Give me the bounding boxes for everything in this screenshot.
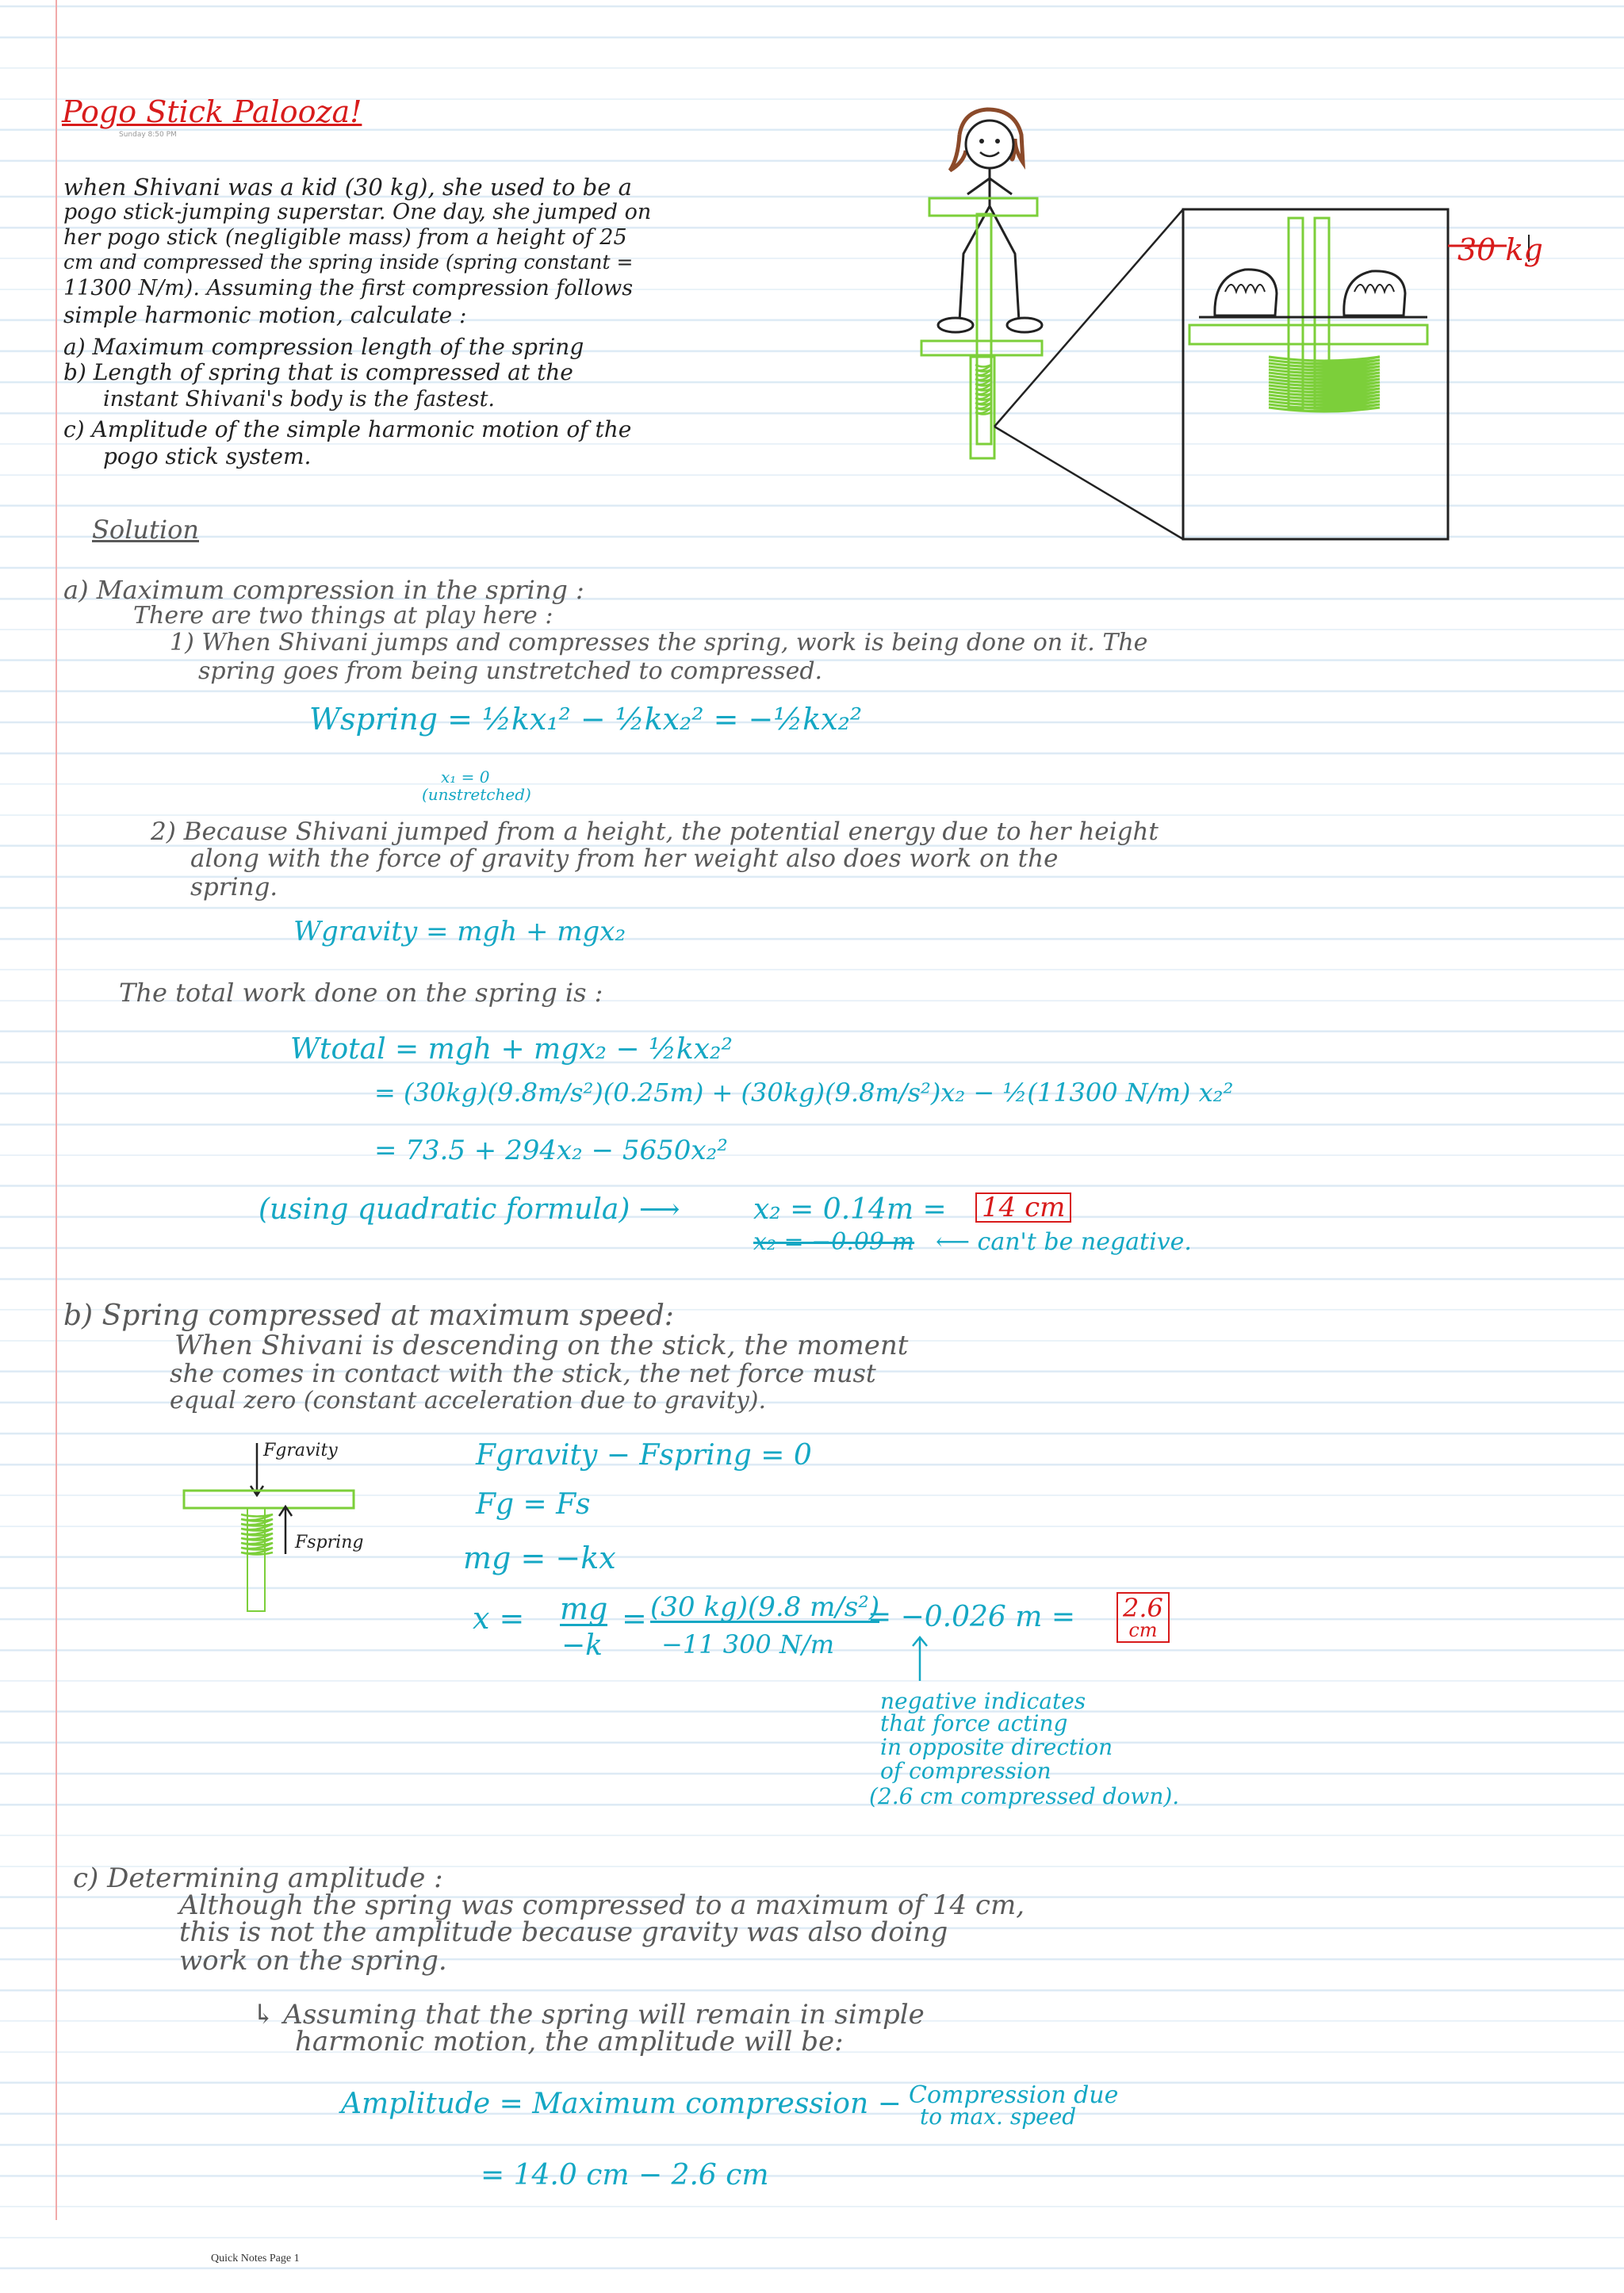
page-footer: Quick Notes Page 1 (211, 2253, 300, 2264)
x-equation-lhs: x = (473, 1601, 525, 1636)
amplitude-equation-term: Compression due (909, 2081, 1119, 2109)
weight-label: 30 kg (1457, 232, 1543, 267)
part-c-line: this is not the amplitude because gravity was also doing (179, 1916, 948, 1948)
part-a-p1-line: spring goes from being unstretched to compressed. (198, 657, 823, 685)
w-spring-equation: Wspring = ½kx₁² − ½kx₂² = −½kx₂² (309, 702, 863, 737)
zoom-line (994, 427, 1183, 539)
problem-line: instant Shivani's body is the fastest. (103, 387, 496, 412)
part-a-p2-line: 2) Because Shivani jumped from a height, the potential energy due to her height (151, 817, 1159, 846)
force-balance-eq: mg = −kx (463, 1541, 616, 1575)
x-equation-result: = −0.026 m = (868, 1601, 1076, 1633)
part-b-heading: b) Spring compressed at maximum speed: (63, 1300, 674, 1332)
notebook-margin-line (56, 0, 57, 2220)
part-b-line: she comes in contact with the stick, the net force must (170, 1358, 876, 1388)
x-equation-num: mg (560, 1591, 608, 1626)
page-date: Sunday 8:50 PM (119, 131, 177, 139)
answer-b-unit: cm (1128, 1619, 1158, 1641)
amplitude-values: = 14.0 cm − 2.6 cm (481, 2159, 769, 2192)
part-c-heading: c) Determining amplitude : (73, 1862, 443, 1894)
negative-note-line: in opposite direction (880, 1734, 1113, 1760)
problem-line: when Shivani was a kid (30 kg), she used to be a (63, 174, 632, 201)
part-a-p1-line: 1) When Shivani jumps and compresses the spring, work is being done on it. The (170, 629, 1148, 657)
amplitude-equation-term: to max. speed (920, 2104, 1077, 2130)
w-total-equation: = 73.5 + 294x₂ − 5650x₂² (374, 1135, 728, 1166)
part-b-line: equal zero (constant acceleration due to gravity). (170, 1387, 767, 1414)
problem-line: simple harmonic motion, calculate : (63, 302, 467, 328)
answer-b-box (1116, 1592, 1170, 1643)
part-b-line: When Shivani is descending on the stick, the moment (174, 1330, 909, 1361)
x2-negative-note: ⟵ can't be negative. (936, 1228, 1192, 1256)
negative-note-line: of compression (880, 1758, 1051, 1784)
solution-heading: Solution (92, 515, 199, 545)
force-balance-eq: Fgravity − Fspring = 0 (476, 1439, 812, 1472)
x-equation-num2: (30 kg)(9.8 m/s²) (650, 1591, 880, 1623)
problem-line: 11300 N/m). Assuming the first compression follows (63, 276, 634, 301)
w-total-equation: = (30kg)(9.8m/s²)(0.25m) + (30kg)(9.8m/s²)x₂ − ½(11300 N/m) x₂² (374, 1078, 1234, 1108)
problem-line: b) Length of spring that is compressed at the (63, 359, 573, 385)
part-a-p2-line: spring. (190, 873, 278, 902)
fspring-label: Fspring (295, 1533, 364, 1552)
part-c-line: Although the spring was compressed to a maximum of 14 cm, (179, 1889, 1025, 1921)
negative-note-line: negative indicates (880, 1688, 1086, 1714)
part-c-arrow-line: harmonic motion, the amplitude will be: (295, 2026, 844, 2058)
force-balance-eq: Fg = Fs (476, 1488, 591, 1521)
x1-note: (unstretched) (422, 785, 531, 804)
pogo-stick-drawing (888, 95, 1624, 563)
x2-negative-value: x₂ = −0.09 m (753, 1228, 915, 1256)
problem-line: pogo stick system. (103, 443, 312, 469)
x-equation-equals: = (622, 1601, 647, 1636)
problem-line: pogo stick-jumping superstar. One day, she jumped on (63, 200, 652, 224)
x-equation-den: −k (561, 1629, 603, 1662)
problem-line: cm and compressed the spring inside (spring constant = (63, 251, 634, 274)
total-work-intro: The total work done on the spring is : (119, 978, 603, 1008)
problem-line: a) Maximum compression length of the spring (63, 334, 584, 360)
page-title: Pogo Stick Palooza! (62, 94, 362, 129)
part-a-intro: There are two things at play here : (133, 602, 553, 630)
problem-line: c) Amplitude of the simple harmonic motion of the (63, 416, 632, 442)
part-a-heading: a) Maximum compression in the spring : (63, 575, 584, 605)
negative-note-line: that force acting (880, 1710, 1068, 1736)
fgravity-label: Fgravity (263, 1441, 338, 1460)
w-gravity-equation: Wgravity = mgh + mgx₂ (293, 916, 626, 947)
answer-a-box: 14 cm (975, 1192, 1071, 1223)
force-diagram (174, 1427, 381, 1617)
part-a-p2-line: along with the force of gravity from her weight also does work on the (190, 844, 1059, 873)
x2-positive-value: x₂ = 0.14m = (753, 1193, 947, 1226)
up-arrow-icon (908, 1635, 932, 1682)
problem-line: her pogo stick (negligible mass) from a height of 25 (63, 225, 627, 250)
answer-b-value: 2.6 (1123, 1593, 1163, 1623)
negative-note-line: (2.6 cm compressed down). (869, 1783, 1180, 1809)
quadratic-formula-note: (using quadratic formula) ⟶ (259, 1193, 680, 1226)
x-equation-den2: −11 300 N/m (661, 1629, 835, 1659)
amplitude-equation: Amplitude = Maximum compression − (341, 2088, 902, 2120)
x1-note: x₁ = 0 (441, 768, 490, 787)
part-c-arrow-line: ↳ Assuming that the spring will remain in simple (252, 1999, 925, 2031)
part-c-line: work on the spring. (179, 1945, 447, 1977)
w-total-equation: Wtotal = mgh + mgx₂ − ½kx₂² (290, 1033, 733, 1066)
